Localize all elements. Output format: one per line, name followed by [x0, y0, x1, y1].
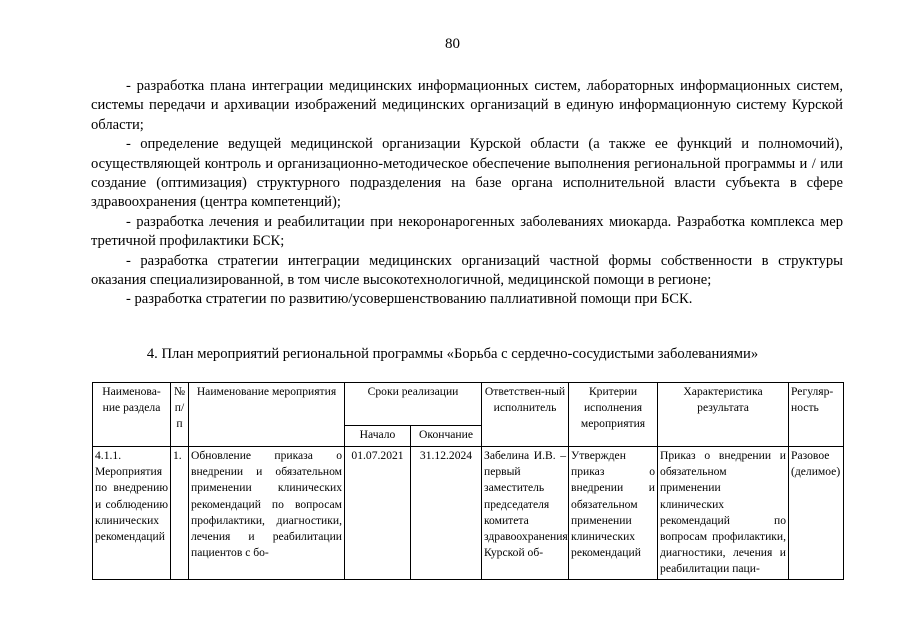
paragraph: - разработка плана интеграции медицинских информационных систем, лабораторных информационных систем, системы передачи и архивации изображений медицинских организаций в единую информационную систему Курской области; — [91, 78, 843, 133]
header-criteria: Критерии исполнения мероприятия — [569, 383, 658, 447]
page-number: 80 — [445, 36, 460, 52]
cell-event-name: Обновление приказа о внедрении и обязательном применении клинических рекомендаций по вопросам профилактики, диагностики, лечения и реабилитации пациентов с бо- — [189, 447, 345, 580]
cell-criteria: Утвержден приказ о внедрении и обязательном применении клинических рекомендаций — [569, 447, 658, 580]
cell-end: 31.12.2024 — [411, 447, 482, 580]
body-text — [91, 77, 843, 310]
cell-number: 1. — [171, 447, 189, 580]
paragraph: - определение ведущей медицинской организации Курской области (а также ее функций и полномочий), осуществляющей контроль и организационно-методическое обеспечение выполнения региональной программы и / или создание (оптимизация) структурного подразделения на базе органа исполнительной власти субъекта в сфере здравоохранения (центра компетенций); — [91, 136, 843, 211]
header-event-name: Наименование мероприятия — [189, 383, 345, 447]
cell-section-name: 4.1.1. Мероприятия по внедрению и соблюдению клинических рекомендаций — [93, 447, 171, 580]
cell-responsible: Забелина И.В. – первый заместитель председателя комитета здравоохранения Курской об- — [482, 447, 569, 580]
section-title: 4. План мероприятий региональной программы «Борьба с сердечно-сосудистыми заболеваниями» — [146, 346, 759, 362]
paragraph: - разработка стратегии интеграции медицинских организаций частной формы собственности в структуры оказания специализированной, в том числе высокотехнологичной, медицинской помощи в регионе; — [91, 252, 843, 289]
header-regularity: Регуляр-ность — [789, 383, 844, 447]
cell-result: Приказ о внедрении и обязательном применении клинических рекомендаций по вопросам профилактики, диагностики, лечения и реабилитации паци- — [658, 447, 789, 580]
cell-start: 01.07.2021 — [345, 447, 411, 580]
header-number: № п/п — [171, 383, 189, 447]
header-start: Начало — [345, 426, 411, 447]
header-section-name: Наименова-ние раздела — [93, 383, 171, 447]
header-period: Сроки реализации — [345, 383, 482, 426]
header-end: Окончание — [411, 426, 482, 447]
header-responsible: Ответствен-ный исполнитель — [482, 383, 569, 447]
header-result: Характеристика результата — [658, 383, 789, 447]
table-row — [93, 447, 844, 580]
plan-table — [92, 382, 844, 580]
paragraph: - разработка стратегии по развитию/усовершенствованию паллиативной помощи при БСК. — [126, 291, 693, 308]
cell-regularity: Разовое (делимое) — [789, 447, 844, 580]
paragraph: - разработка лечения и реабилитации при некоронарогенных заболеваниях миокарда. Разработка комплекса мер третичной профилактики БСК; — [91, 213, 843, 250]
